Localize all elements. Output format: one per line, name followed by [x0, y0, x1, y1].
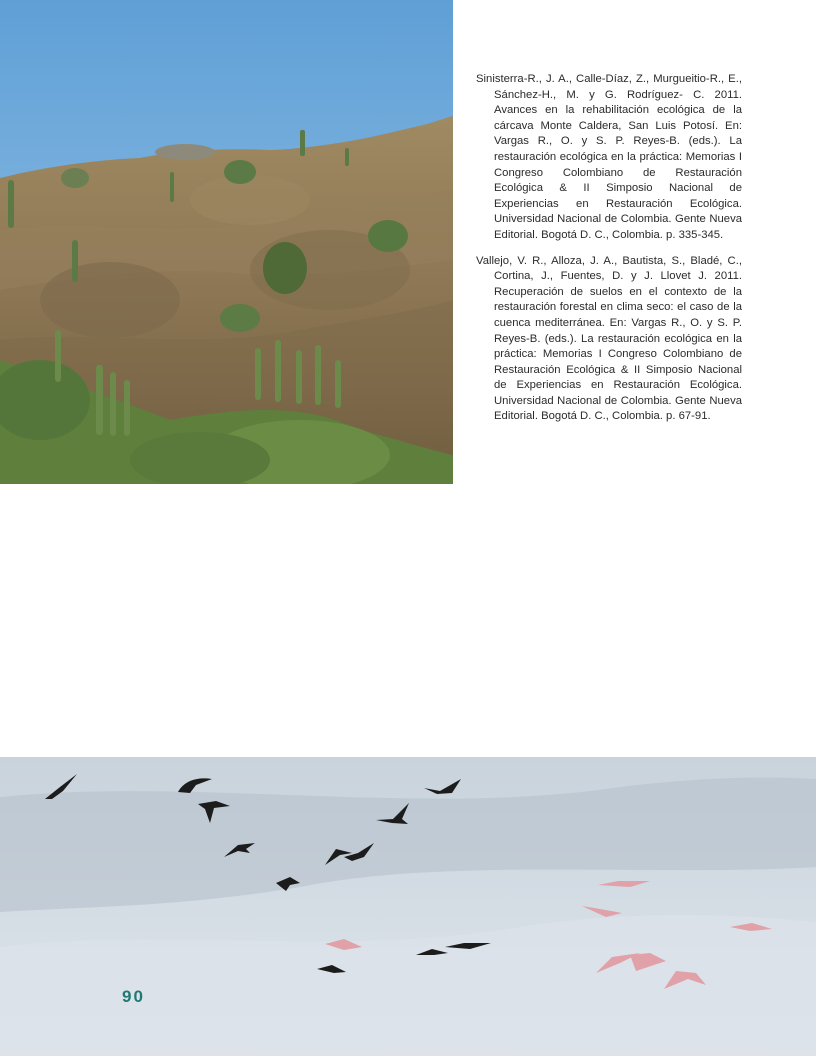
- page-number: 90: [122, 987, 145, 1006]
- reference-entry: Sinisterra-R., J. A., Calle-Díaz, Z., Murgueitio-R., E., Sánchez-H., M. y G. Rodríguez- C. 2011. Avances en la rehabilitación ecológica de la cárcava Monte Caldera, San Luis Potosí. En: Vargas R., O. y S. P. Reyes-B. (eds.). La restauración ecológica en la práctica: Memorias I Congreso Colombiano de Restauración Ecológica & II Simposio Nacional de Experiencias en Restauración Ecológica. Universidad Nacional de Colombia. Gente Nueva Editorial. Bogotá D. C., Colombia. p. 335-345.: [476, 73, 742, 241]
- hillside-cactus-photo: [0, 0, 453, 484]
- references-list: [476, 72, 742, 435]
- flying-birds-photo: [0, 757, 816, 1056]
- reference-entry: Vallejo, V. R., Alloza, J. A., Bautista, S., Bladé, C., Cortina, J., Fuentes, D. y J. Llovet J. 2011. Recuperación de suelos en el contexto de la restauración forestal en clima seco: el caso de la cuenca mediterránea. En: Vargas R., O. y S. P. Reyes-B. (eds.). La restauración ecológica en la práctica: Memorias I Congreso Colombiano de Restauración Ecológica & II Simposio Nacional de Experiencias en Restauración Ecológica. Universidad Nacional de Colombia. Gente Nueva Editorial. Bogotá D. C., Colombia. p. 67-91.: [476, 254, 742, 423]
